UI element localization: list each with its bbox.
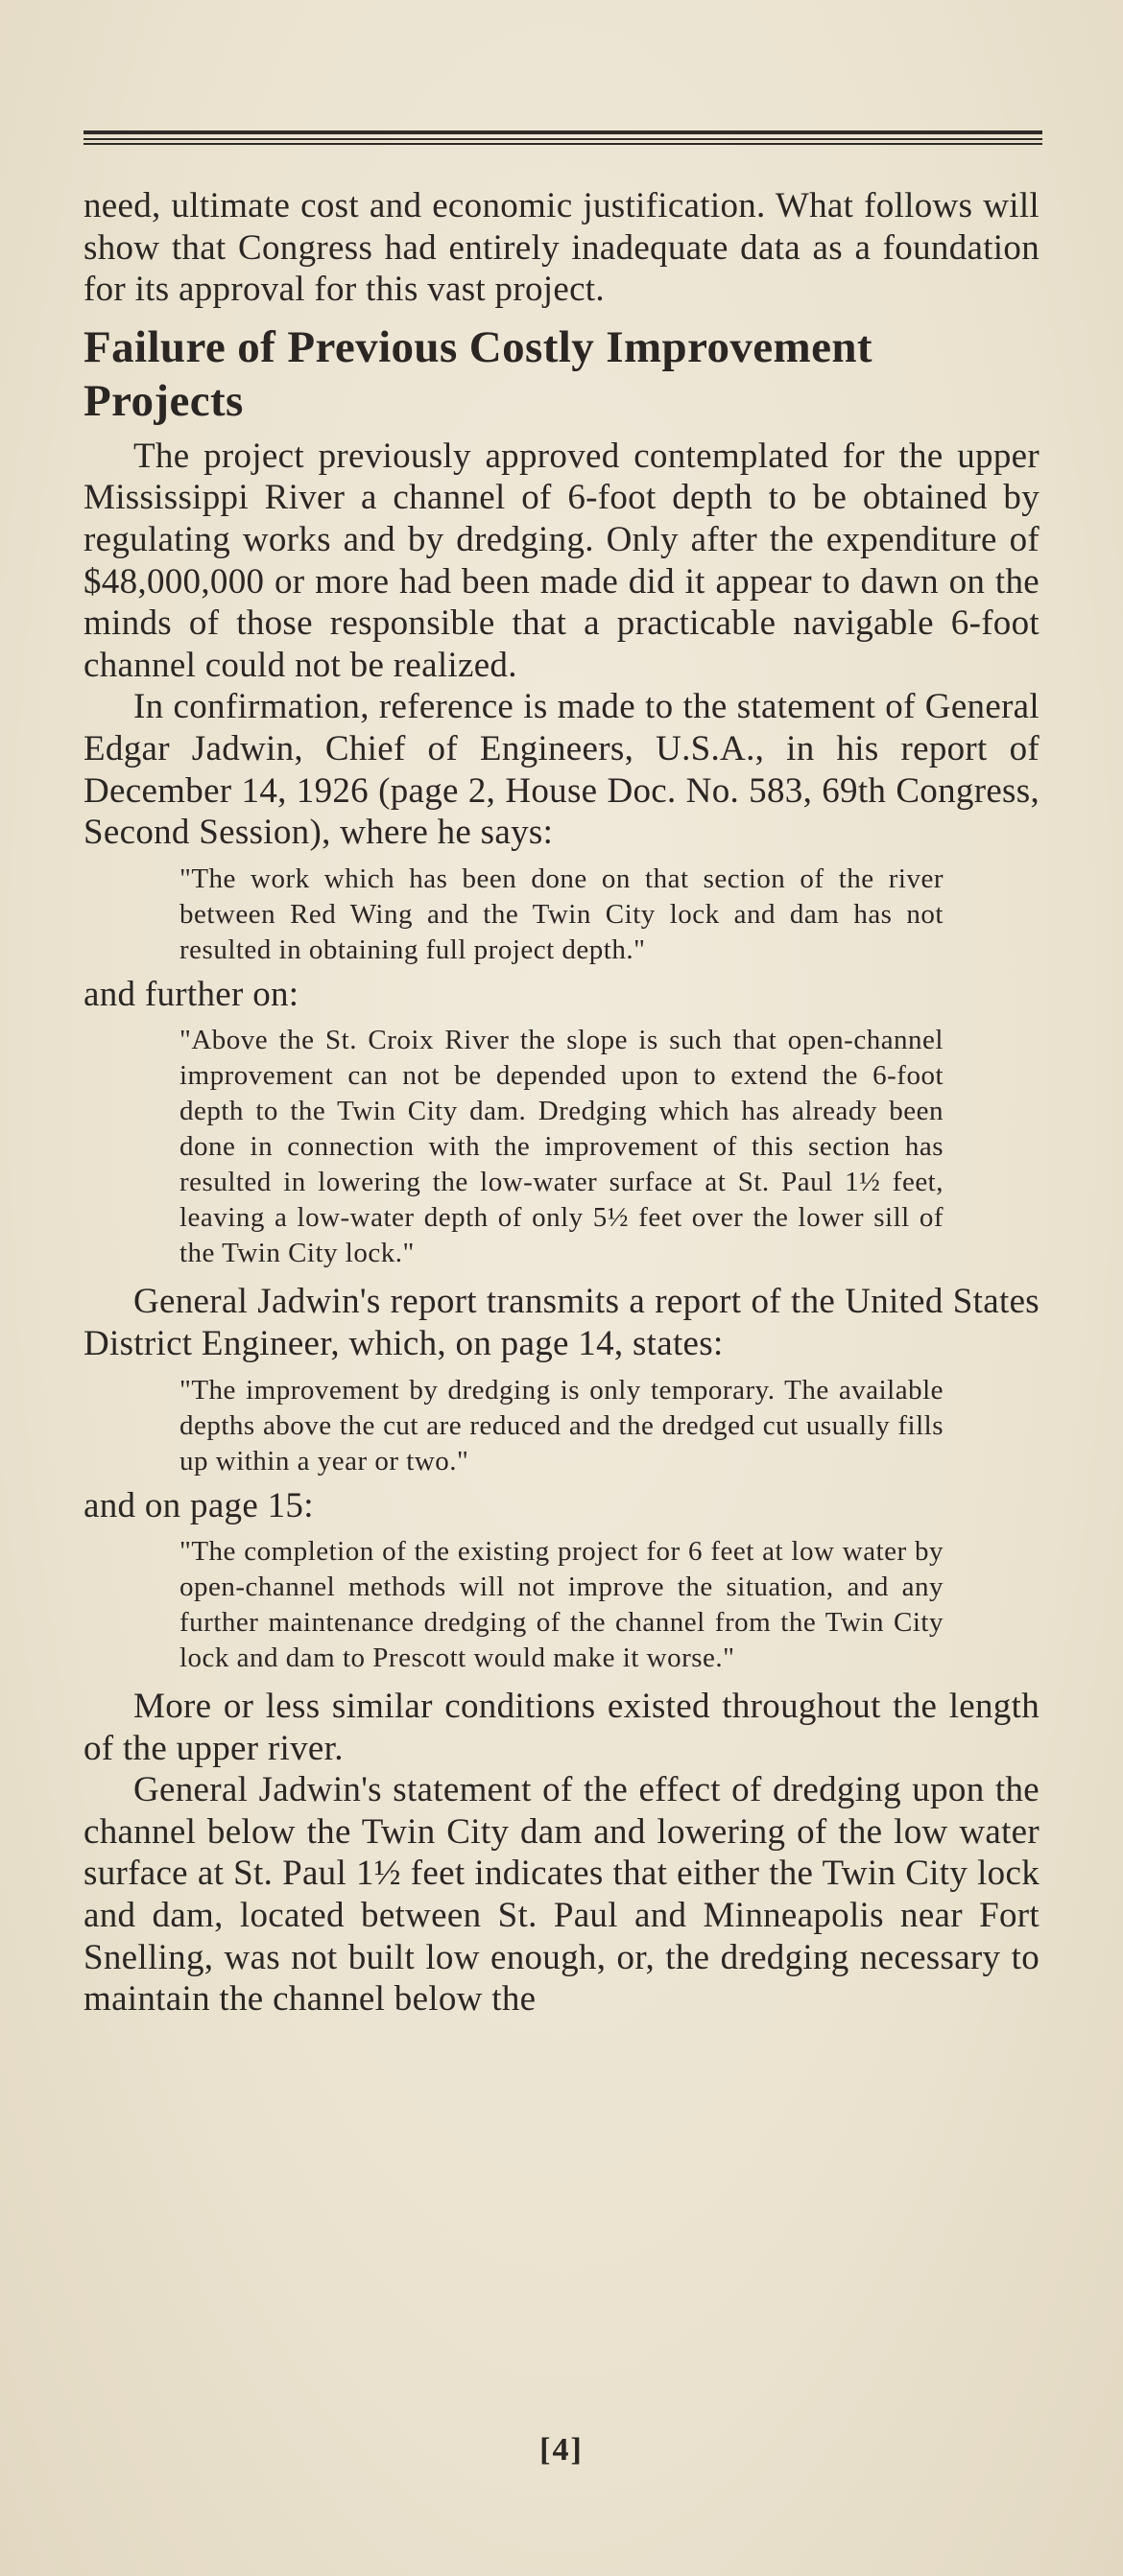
quote-completion: "The completion of the existing project for 6 feet at low water by open-channel methods will not improve the situation, and any further maintenance dredging of the channel from the Twin City lock and dam to Prescott would make it worse." <box>179 1536 944 1674</box>
paragraph-confirmation: In confirmation, reference is made to the statement of General Edgar Jadwin, Chief of Engineers, U.S.A., in his report of December 14, 1926 (page 2, House Doc. No. 583, 69th Congress, Second Session), where he says: <box>84 687 1039 853</box>
top-rule-thin <box>84 138 1042 140</box>
page-number: [4] <box>539 2432 584 2468</box>
paragraph-jadwin-statement: General Jadwin's statement of the effect of dredging upon the channel below the Twin City dam and lowering of the low water surface at St. Paul 1½ feet indicates that either the Twin City lock and dam, located between St. Paul and Minneapolis near Fort Snelling, was not built low enough, or, the dredging necessary to maintain the channel below the <box>84 1770 1039 2020</box>
top-rule-thick <box>84 130 1042 134</box>
paragraph-district-engineer: General Jadwin's report transmits a report of the United States District Engineer, which, on page 14, states: <box>84 1282 1039 1363</box>
quote-red-wing: "The work which has been done on that section of the river between Red Wing and the Twin City lock and dam has not resulted in obtaining full project depth." <box>179 863 944 965</box>
top-rule-thin-lower <box>84 143 1042 145</box>
section-heading: Failure of Previous Costly Improvement Projects <box>84 321 872 426</box>
lead-in-further-on: and further on: <box>84 974 299 1014</box>
quote-dredging-temporary: "The improvement by dredging is only temporary. The available depths above the cut are reduced and the dredged cut usually fills up within a year or two." <box>179 1374 944 1477</box>
paragraph-project: The project previously approved contemplated for the upper Mississippi River a channel of 6-foot depth to be obtained by regulating works and by dredging. Only after the expenditure of $48,000,000 or more had been made did it appear to dawn on the minds of those responsible that a practicable navigable 6-foot channel could not be realized. <box>84 436 1039 685</box>
lead-in-page-15: and on page 15: <box>84 1485 314 1525</box>
quote-st-croix: "Above the St. Croix River the slope is such that open-channel improvement can not be depended upon to extend the 6-foot depth to the Twin City dam. Dredging which has already been done in connection with the improvement of this section has resulted in lowering the low-water surface at St. Paul 1½ feet, leaving a low-water depth of only 5½ feet over the lower sill of the Twin City lock." <box>179 1025 944 1269</box>
paragraph-similar-conditions: More or less similar conditions existed throughout the length of the upper river. <box>84 1687 1039 1768</box>
intro-paragraph: need, ultimate cost and economic justification. What follows will show that Congress had entirely inadequate data as a foundation for its approval for this vast project. <box>84 186 1039 310</box>
text-column <box>84 185 1039 2021</box>
